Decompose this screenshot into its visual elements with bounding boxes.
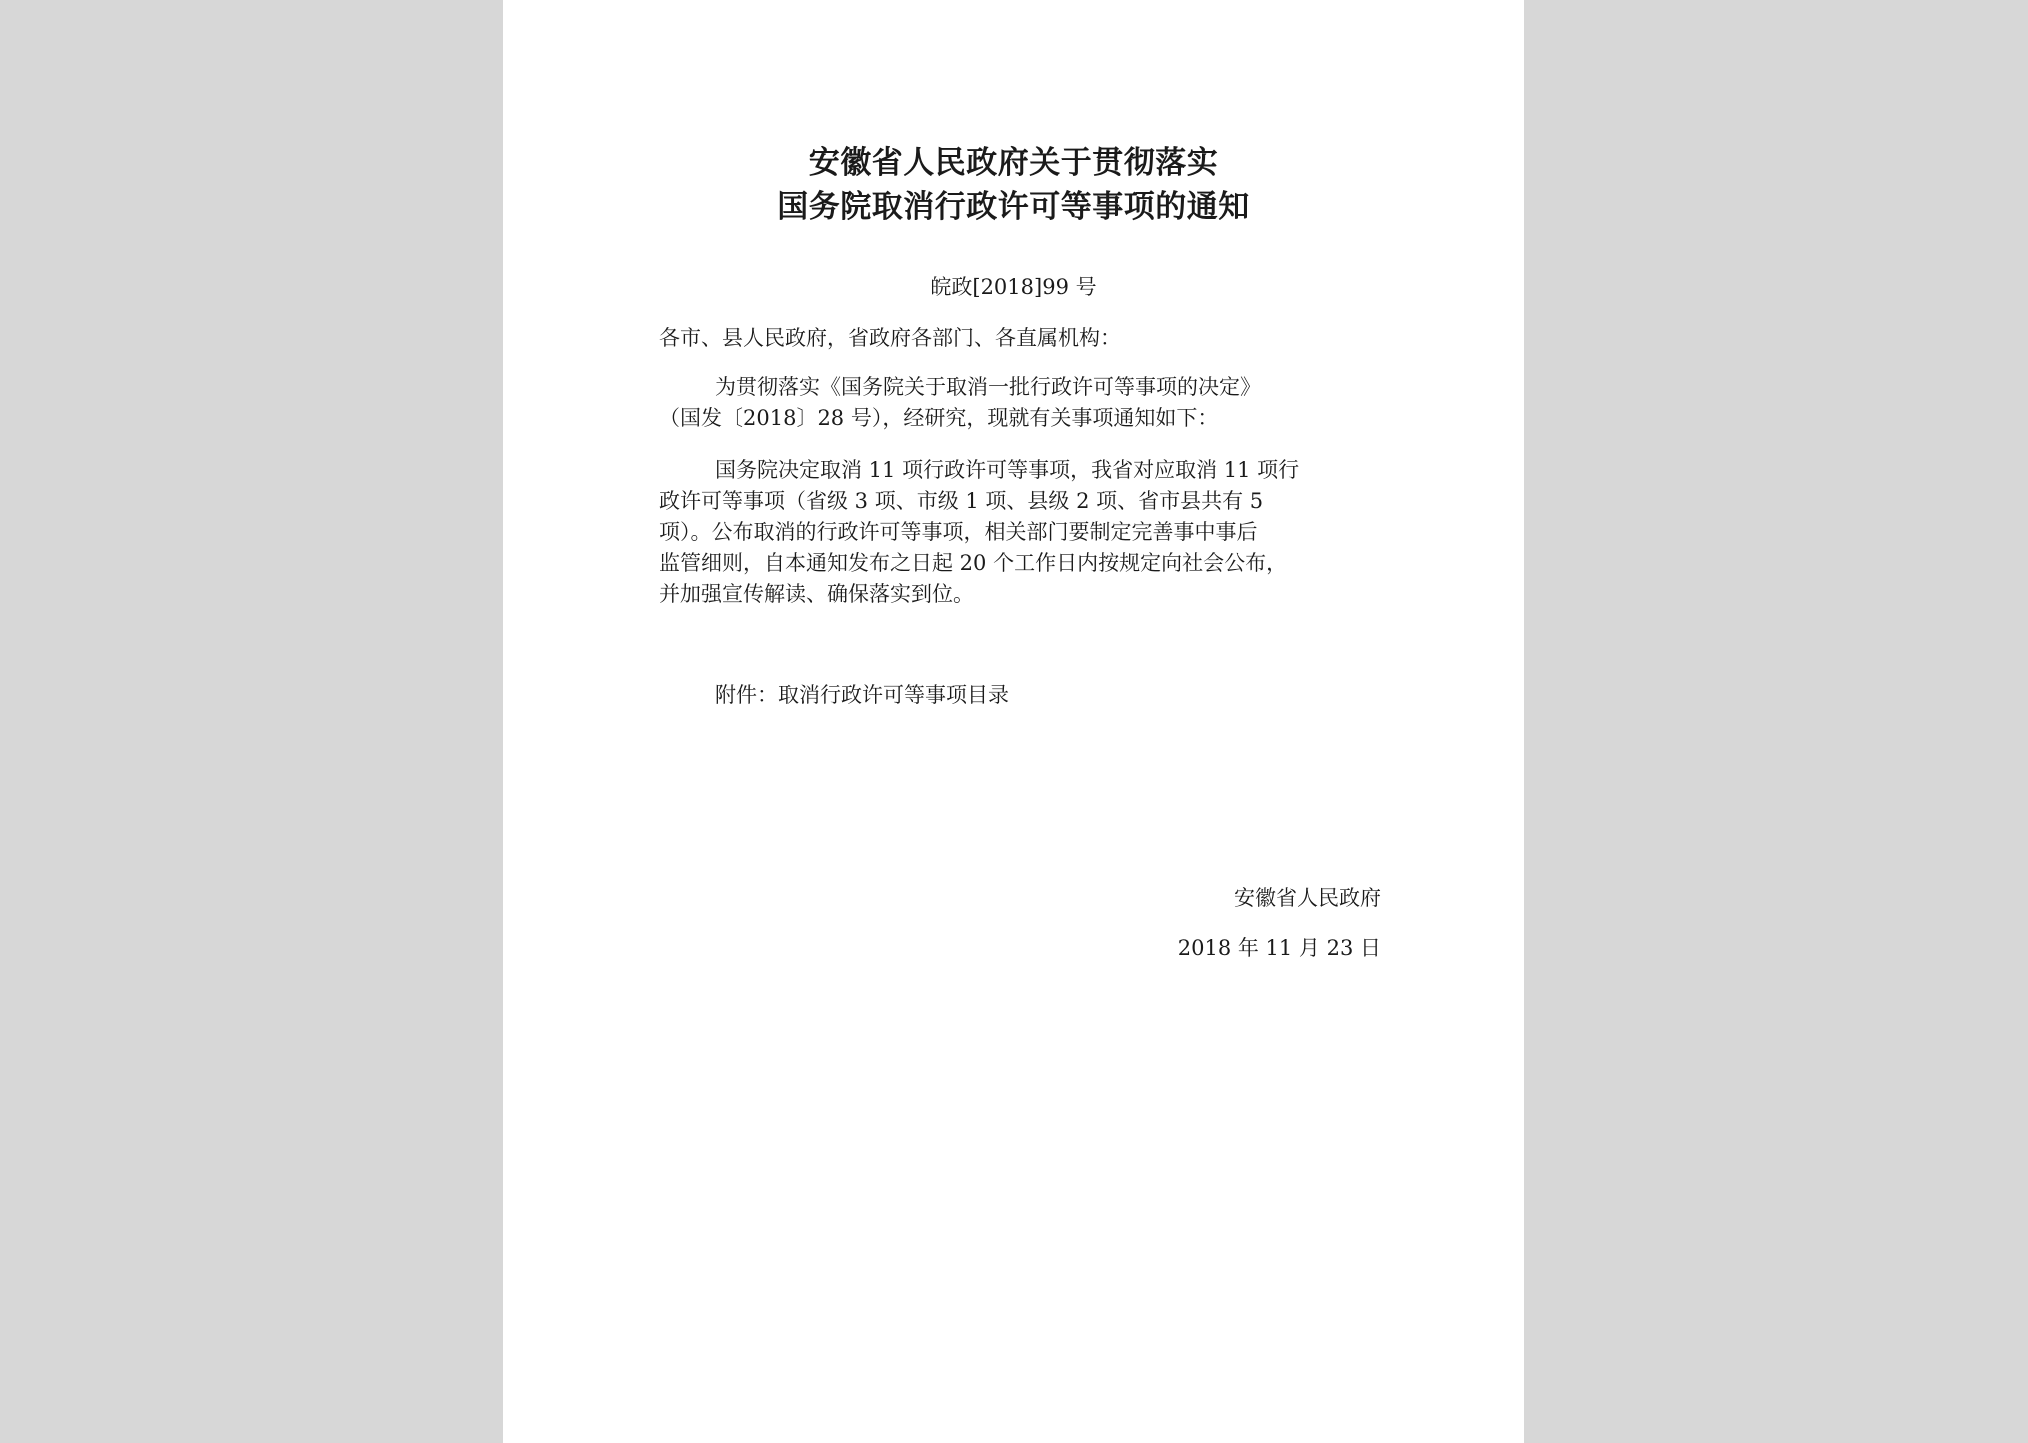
addressee: 各市、县人民政府，省政府各部门、各直属机构： <box>659 326 1121 350</box>
paragraph-2 <box>659 455 1383 610</box>
document-number: 皖政[2018]99 号 <box>930 275 1097 299</box>
document-page <box>503 0 1524 1443</box>
paragraph-1-line: （国发〔2018〕28 号），经研究，现就有关事项通知如下： <box>659 406 1219 430</box>
paragraph-2-line: 国务院决定取消 11 项行政许可等事项，我省对应取消 11 项行 <box>715 458 1300 482</box>
paragraph-1 <box>659 372 1383 434</box>
document-title-line2: 国务院取消行政许可等事项的通知 <box>777 189 1250 225</box>
signature-organization: 安徽省人民政府 <box>1234 886 1381 910</box>
paragraph-2-line: 并加强宣传解读、确保落实到位。 <box>659 582 974 606</box>
attachment-line: 附件：取消行政许可等事项目录 <box>715 683 1009 707</box>
paragraph-2-line: 项）。公布取消的行政许可等事项，相关部门要制定完善事中事后 <box>659 520 1258 544</box>
paragraph-1-line: 为贯彻落实《国务院关于取消一批行政许可等事项的决定》 <box>715 375 1261 399</box>
document-title-line1: 安徽省人民政府关于贯彻落实 <box>808 145 1219 181</box>
signature-date: 2018 年 11 月 23 日 <box>1177 936 1381 960</box>
paragraph-2-line: 政许可等事项（省级 3 项、市级 1 项、县级 2 项、省市县共有 5 <box>659 489 1264 513</box>
paragraph-2-line: 监管细则，自本通知发布之日起 20 个工作日内按规定向社会公布， <box>659 551 1288 575</box>
